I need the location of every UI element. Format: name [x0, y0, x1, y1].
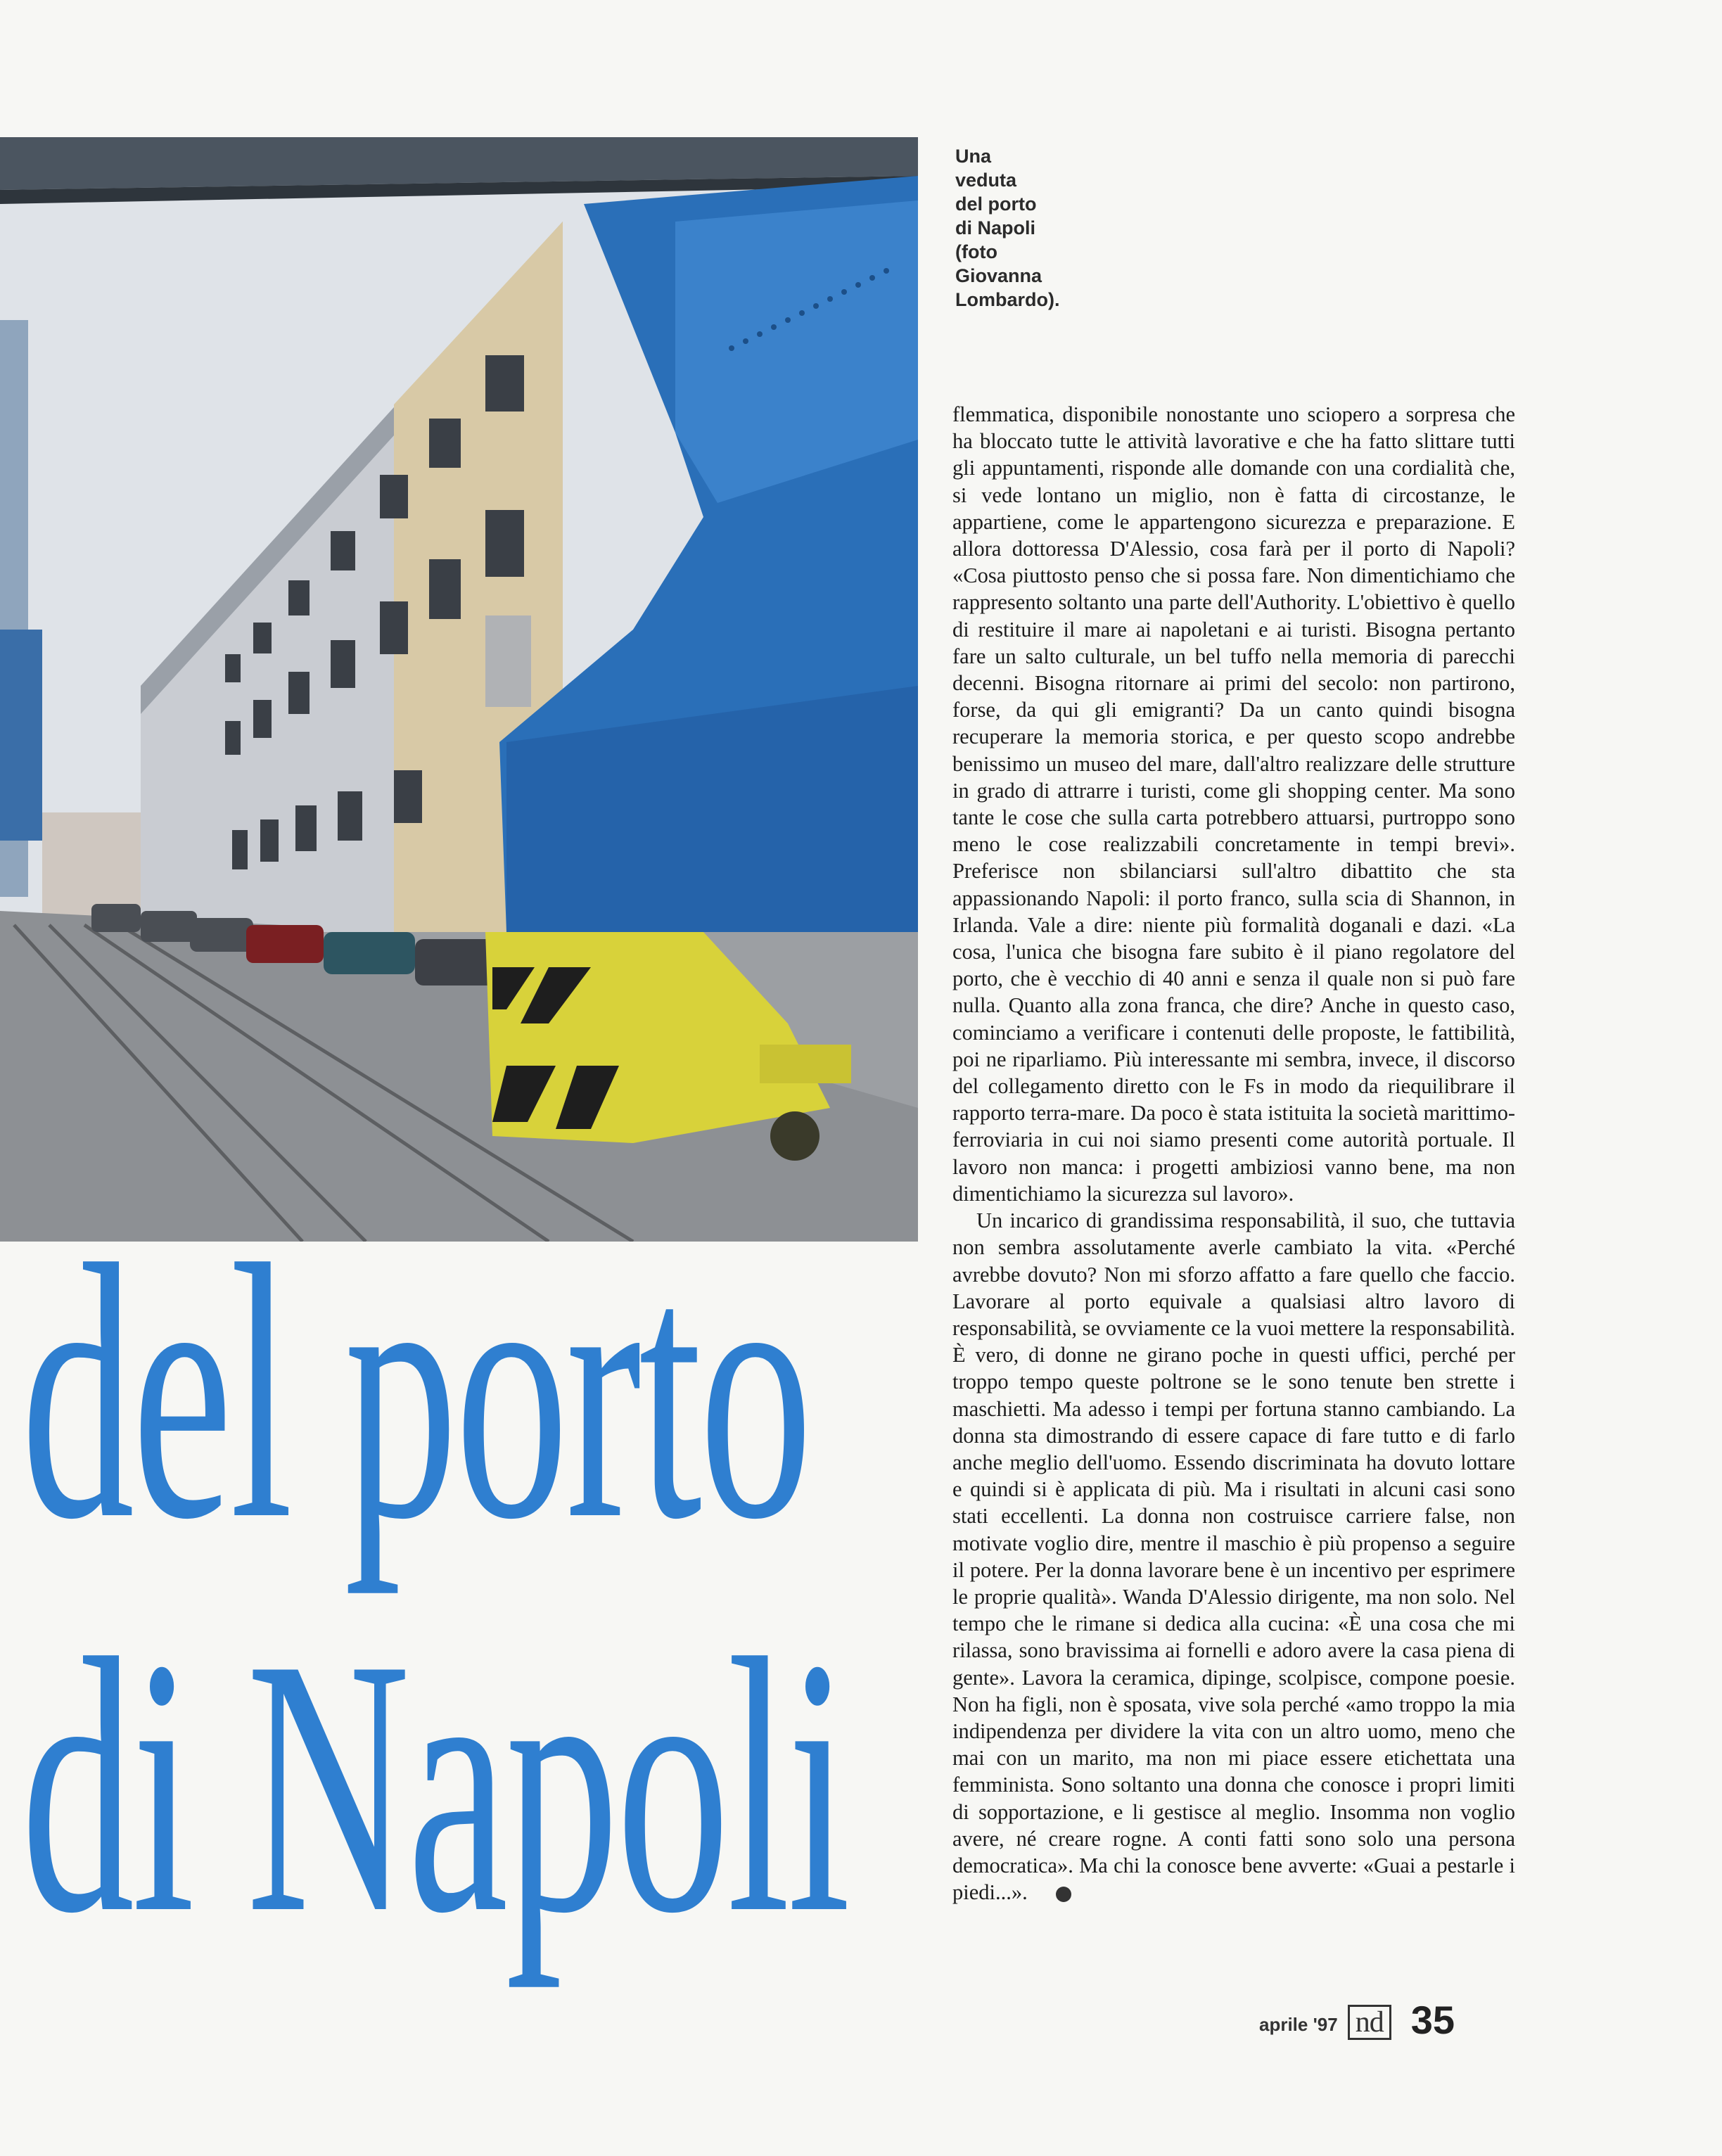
photo-caption: [955, 144, 1117, 312]
caption-line: del porto: [955, 193, 1037, 215]
harbor-photo: [0, 137, 918, 1242]
caption-line: Giovanna: [955, 265, 1042, 286]
page-footer: [1259, 1991, 1455, 2040]
caption-line: (foto: [955, 241, 997, 262]
caption-line: veduta: [955, 170, 1017, 191]
article-paragraph: flemmatica, disponibile nonostante uno sciopero a sorpresa che ha bloccato tutte le attività lavorative e che ha fatto slittare tutti gli appuntamenti, risponde alle domande con una cordialità che, si vede lontano un miglio, non è fatta di circostanze, le appartiene, come le appartengono sicurezza e preparazione. E allora dottoressa D'Alessio, cosa farà per il porto di Napoli? «Cosa piuttosto penso che si possa fare. Non dimentichiamo che rappresento soltanto una parte dell'Authority. L'obiettivo è quello di restituire il mare ai napoletani e ai turisti. Bisogna pertanto fare un salto culturale, un bel tuffo nella memoria di parecchi decenni. Bisogna ritornare ai primi del secolo: non partirono, forse, da qui gli emigranti? Da un canto quindi bisogna recuperare la memoria storica, e per questo scopo andrebbe benissimo un museo del mare, dall'altro realizzare delle strutture in grado di attrarre i turisti, come gli shopping center. Ma sono tante le cose che sulla carta potrebbero attuarsi, purtroppo sono meno le cose realizzabili concretamente in tempi brevi». Preferisce non sbilanciarsi sull'altro dibattito che sta appassionando Napoli: il porto franco, sulla scia di Shannon, in Irlanda. Vale a dire: niente più formalità doganali e dazi. «La cosa, l'unica che bisogna fare subito è il piano regolatore del porto, che è vecchio di 40 anni e senza il quale non si può fare nulla. Quanto alla zona franca, che dire? Anche in questo caso, cominciamo a verificare i contenuti delle proposte, le fattibilità, poi ne riparliamo. Più interessante mi sembra, invece, il discorso del collegamento diretto con le Fs in modo da riequilibrare il rapporto terra-mare. Da poco è stata istituita la società marittimo-ferroviaria in cui noi siamo presenti come autorità portuale. Il lavoro non manca: i progetti ambiziosi vanno bene, ma non dimentichiamo la sicurezza sul lavoro».: [952, 402, 1515, 1206]
caption-line: Una: [955, 146, 992, 167]
magazine-logo: nd: [1348, 2005, 1391, 2040]
end-mark-icon: [1056, 1887, 1071, 1902]
article-paragraph: [952, 1207, 1515, 1906]
title-line-1: del porto: [21, 1190, 810, 1595]
title-line-2: di Napoli: [21, 1584, 848, 1989]
page-number: 35: [1410, 1998, 1455, 2042]
caption-line: di Napoli: [955, 217, 1035, 238]
article-paragraph-text: Un incarico di grandissima responsabilità, il suo, che tuttavia non sembra assolutamente averle cambiato la vita. «Perché avrebbe dovuto? Non mi sforzo affatto a fare quello che faccio. Lavorare al porto equivale a qualsiasi altro lavoro di responsabilità, se ovviamente ce la vuoi mettere la responsabilità. È vero, di donne ne girano poche in questi uffici, perché per troppo tempo queste poltrone se le sono tenute ben strette i maschietti. Ma adesso i tempi per fortuna stanno cambiando. La donna sta dimostrando di essere capace di fare tutto e di farlo anche meglio dell'uomo. Essendo discriminata ha dovuto lottare e quindi si è applicata di più. Ma i risultati in alcuni casi sono stati eccellenti. La donna non costruisce carriere false, non motivate voglio dire, mentre il maschio è più propenso a seguire il potere. Per la donna lavorare bene è un incentivo per esprimere le proprie qualità». Wanda D'Alessio dirigente, ma non solo. Nel tempo che le rimane si dedica alla cucina: «È una cosa che mi rilassa, sono bravissima ai fornelli e adoro avere la casa piena di gente». Lavora la ceramica, dipinge, scolpisce, compone poesie. Non ha figli, non è sposata, vive sola perché «amo troppo la mia indipendenza per dividere la vita con un altro uomo, meno che mai con un marito, ma non mi piace essere etichettata una femminista. Sono soltanto una donna che conosce i propri limiti di sopportazione, e li gestisce al meglio. Insomma non voglio avere, né creare rogne. A conti fatti sono solo una persona democratica». Ma chi la conosce bene avverte: «Guai a pestarle i piedi...».: [952, 1208, 1515, 1905]
article-body: [952, 401, 1515, 1906]
caption-line: Lombardo).: [955, 289, 1060, 310]
issue-date: aprile '97: [1259, 2014, 1338, 2035]
